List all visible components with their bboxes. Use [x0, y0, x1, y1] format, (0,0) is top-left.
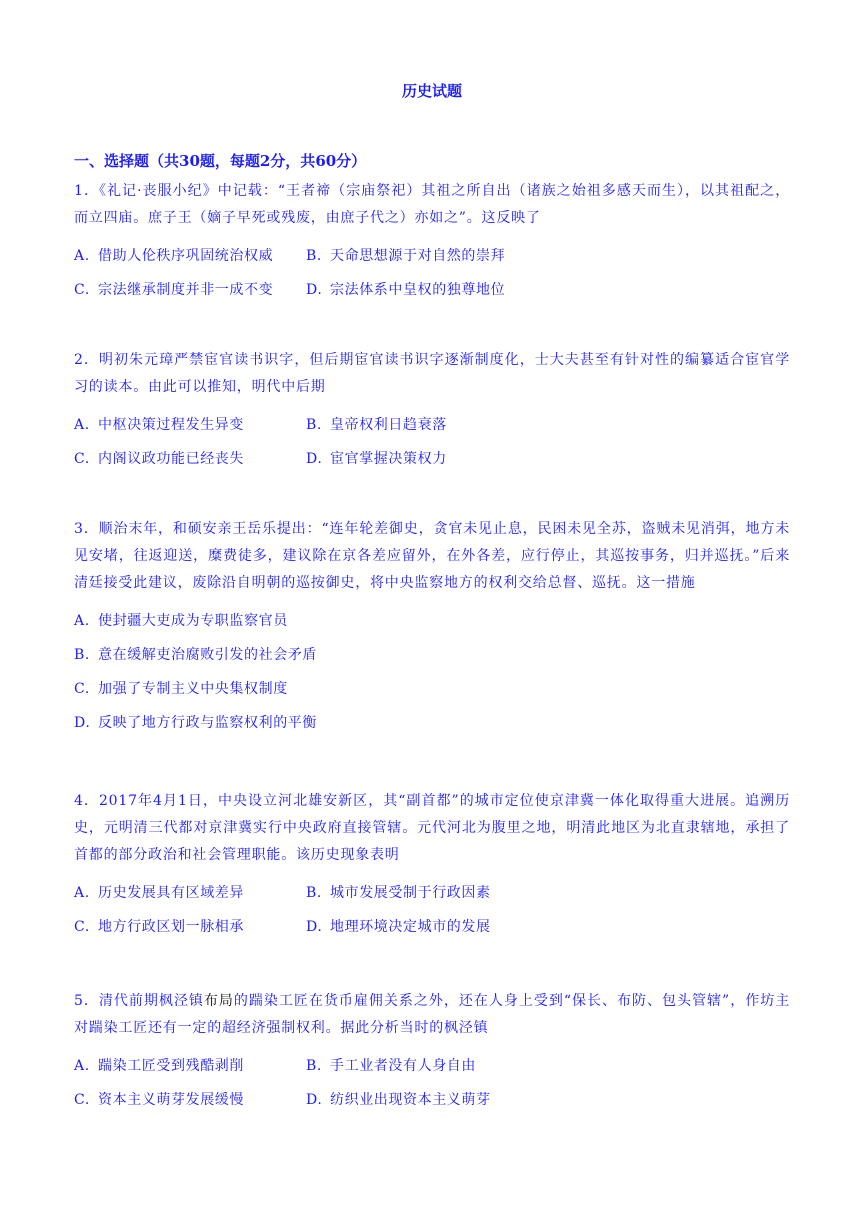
option-b[interactable]: B. 意在缓解吏治腐败引发的社会矛盾	[74, 647, 317, 663]
question-stem: 2．明初朱元璋严禁宦官读书识字，但后期宦官读书识字逐渐制度化，士大夫甚至有针对性的编纂适合宦官学习的读本。由此可以推知，明代中后期	[74, 352, 790, 395]
option-c[interactable]: C. 加强了专制主义中央集权制度	[74, 681, 288, 697]
option-list	[74, 1049, 790, 1117]
option-d[interactable]: D. 地理环境决定城市的发展	[306, 919, 491, 935]
option-list	[74, 239, 790, 307]
option-d[interactable]: D. 宗法体系中皇权的独尊地位	[306, 282, 506, 298]
question-2	[74, 347, 790, 476]
page-title: 历史试题	[401, 82, 462, 100]
option-a[interactable]: A. 历史发展具有区域差异	[74, 885, 244, 901]
question-stem: 5．清代前期枫泾镇布局的踹染工匠在货币雇佣关系之外，还在人身上受到“保长、布防、包头管辖”，作坊主对踹染工匠还有一定的超经济强制权利。据此分析当时的枫泾镇	[74, 993, 790, 1036]
option-b[interactable]: B. 天命思想源于对自然的崇拜	[306, 248, 506, 264]
question-stem: 1．《礼记·丧服小纪》中记载：“王者禘（宗庙祭祀）其祖之所自出（诸族之始祖多感天而生），以其祖配之，而立四庙。庶子王（嫡子早死或残废，由庶子代之）亦如之”。这反映了	[74, 183, 790, 226]
option-c[interactable]: C. 内阁议政功能已经丧失	[74, 451, 244, 467]
question-5	[74, 988, 790, 1117]
option-d[interactable]: D. 宦官掌握决策权力	[306, 451, 447, 467]
section-heading: 一、选择题（共30题，每题2分，共60分）	[74, 152, 367, 170]
option-a[interactable]: A. 中枢决策过程发生异变	[74, 417, 244, 433]
question-1	[74, 178, 790, 307]
option-c[interactable]: C. 资本主义萌芽发展缓慢	[74, 1092, 244, 1108]
question-stem: 4．2017年4月1日，中央设立河北雄安新区，其“副首都”的城市定位使京津冀一体化取得重大进展。追溯历史，元明清三代都对京津冀实行中央政府直接管辖。元代河北为腹里之地，明清此地区为北直隶辖地，承担了首都的部分政治和社会管理职能。该历史现象表明	[74, 793, 790, 863]
option-b[interactable]: B. 手工业者没有人身自由	[306, 1058, 476, 1074]
option-b[interactable]: B. 城市发展受制于行政因素	[306, 885, 491, 901]
option-a[interactable]: A. 踹染工匠受到残酷剥削	[74, 1058, 244, 1074]
option-c[interactable]: C. 地方行政区划一脉相承	[74, 919, 244, 935]
option-list	[74, 604, 790, 740]
option-d[interactable]: D. 反映了地方行政与监察权利的平衡	[74, 715, 317, 731]
option-list	[74, 876, 790, 944]
option-d[interactable]: D. 纺织业出现资本主义萌芽	[306, 1092, 491, 1108]
question-4	[74, 788, 790, 944]
question-3	[74, 516, 790, 740]
option-c[interactable]: C. 宗法继承制度并非一成不变	[74, 282, 274, 298]
option-list	[74, 408, 790, 476]
question-stem: 3．顺治末年，和硕安亲王岳乐提出：“连年轮差御史，贪官未见止息，民困未见全苏，盗贼未见消弭，地方未见安堵，往返迎送，糜费徒多，建议除在京各差应留外，在外各差，应行停止，其巡按事务，归并巡抚。”后来清廷接受此建议，废除沿自明朝的巡按御史，将中央监察地方的权利交给总督、巡抚。这一措施	[74, 521, 790, 591]
option-a[interactable]: A. 借助人伦秩序巩固统治权威	[74, 248, 274, 264]
option-b[interactable]: B. 皇帝权利日趋衰落	[306, 417, 447, 433]
option-a[interactable]: A. 使封疆大吏成为专职监察官员	[74, 613, 288, 629]
